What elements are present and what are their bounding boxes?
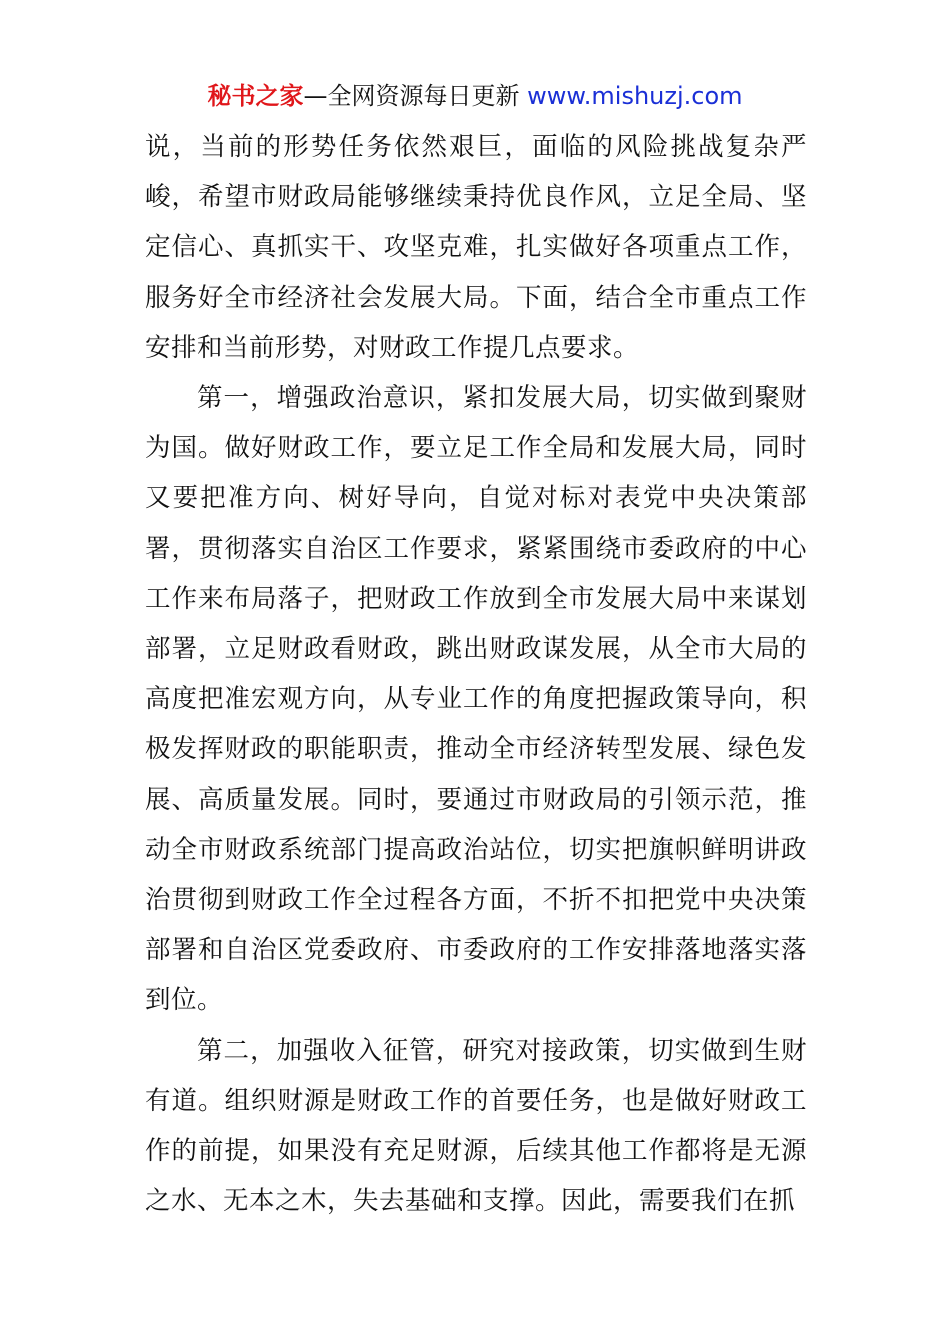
header-url-link[interactable]: www.mishuzj.com bbox=[527, 82, 743, 110]
paragraph-first-point: 第一，增强政治意识，紧扣发展大局，切实做到聚财为国。做好财政工作，要立足工作全局和发展大局，同时又要把准方向、树好导向，自觉对标对表党中央决策部署，贯彻落实自治区工作要求，紧紧围绕市委政府的中心工作来布局落子，把财政工作放到全市发展大局中来谋划部署，立足财政看财政，跳出财政谋发展，从全市大局的高度把准宏观方向，从专业工作的角度把握政策导向，积极发挥财政的职能职责，推动全市经济转型发展、绿色发展、高质量发展。同时，要通过市财政局的引领示范，推动全市财政系统部门提高政治站位，切实把旗帜鲜明讲政治贯彻到财政工作全过程各方面，不折不扣把党中央决策部署和自治区党委政府、市委政府的工作安排落地落实落到位。 bbox=[145, 383, 807, 1016]
paragraph-continuation: 说，当前的形势任务依然艰巨，面临的风险挑战复杂严峻，希望市财政局能够继续秉持优良作风，立足全局、坚定信心、真抓实干、攻坚克难，扎实做好各项重点工作，服务好全市经济社会发展大局。下面，结合全市重点工作安排和当前形势，对财政工作提几点要求。 bbox=[145, 132, 807, 363]
paragraph-second-point: 第二，加强收入征管，研究对接政策，切实做到生财有道。组织财源是财政工作的首要任务，也是做好财政工作的前提，如果没有充足财源，后续其他工作都将是无源之水、无本之木，失去基础和支撑。因此，需要我们在抓 bbox=[145, 1035, 807, 1217]
document-body bbox=[145, 122, 807, 1226]
page-header bbox=[0, 78, 950, 114]
header-brand: 秘书之家 bbox=[207, 82, 304, 110]
header-tagline: —全网资源每日更新 bbox=[303, 82, 528, 110]
